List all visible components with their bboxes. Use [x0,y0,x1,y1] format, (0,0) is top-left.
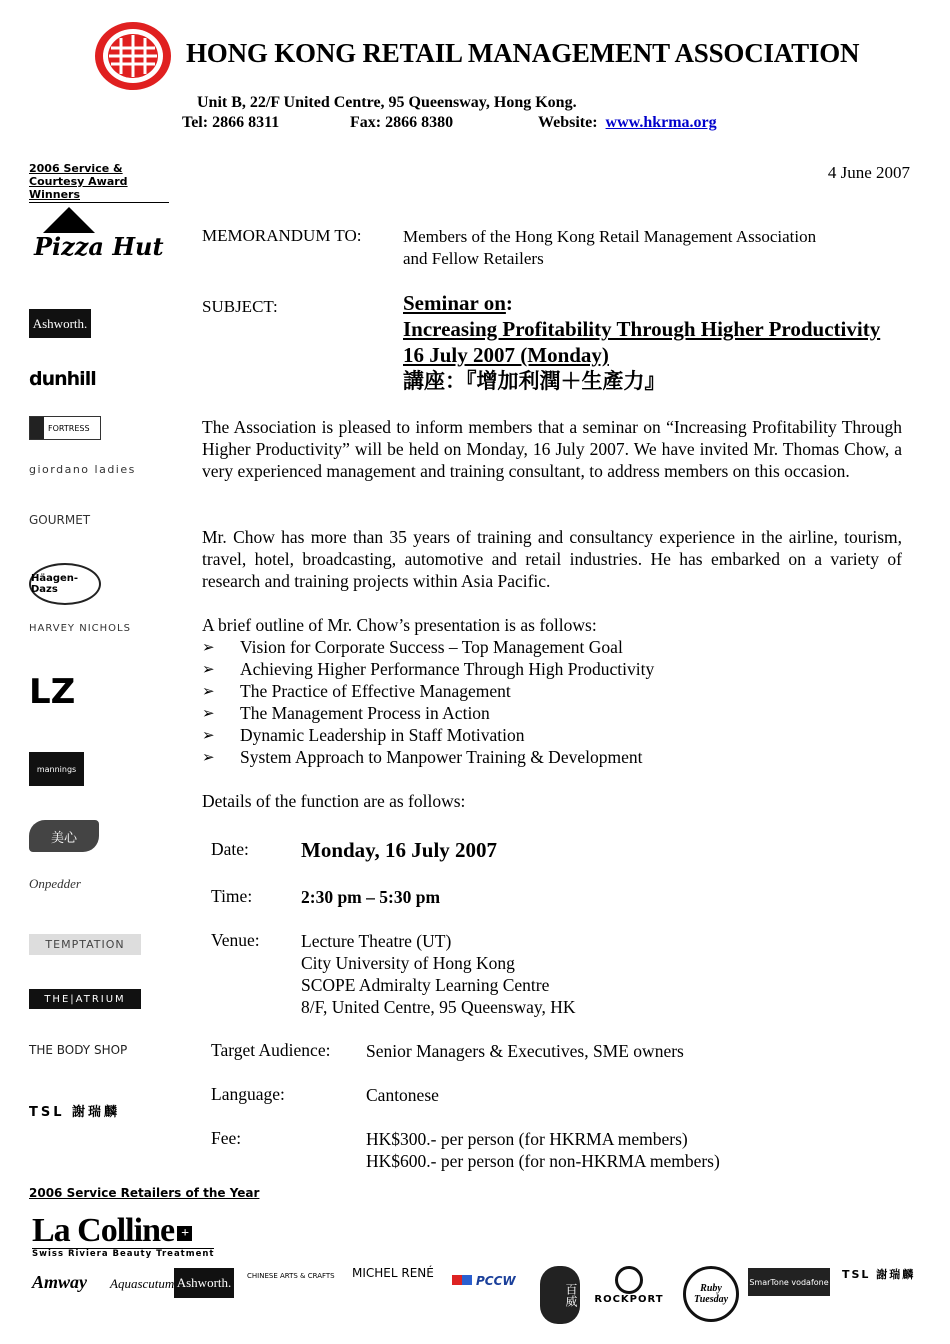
fee-line: HK$600.- per person (for non-HKRMA members) [366,1151,720,1171]
website-link[interactable]: www.hkrma.org [605,114,717,131]
sidebar-title: 2006 Service & Courtesy Award Winners [29,162,169,203]
aquascutum-logo: Aquascutum [110,1276,175,1291]
the-atrium-text: THE|ATRIUM [44,993,126,1005]
haagen-dazs-logo [29,563,101,605]
onpedder-logo: Onpedder [29,876,81,891]
outline-item-text: Dynamic Leadership in Staff Motivation [240,725,525,745]
arrow-bullet-icon: ➢ [202,682,215,700]
mannings-text: mannings [36,764,77,774]
memo-to-recipients [403,226,816,270]
outline-item [202,658,654,680]
pccw-square-icon [462,1275,472,1285]
venue-line: SCOPE Admiralty Learning Centre [301,975,550,995]
subject [403,290,880,394]
hkrma-logo [93,20,173,92]
ashworth-footer-logo: Ashworth. [174,1268,234,1298]
ruby-tuesday-text: Ruby Tuesday [693,1283,729,1305]
the-atrium-logo [29,989,141,1009]
maxims-logo [29,820,99,852]
outline-item-text: The Management Process in Action [240,703,490,723]
michel-rene-logo: MICHEL RENÉ [352,1266,434,1280]
pizza-hut-logo [29,205,164,287]
memo-date: 4 June 2007 [827,163,910,182]
fortress-mark-icon [30,417,44,439]
subject-chinese-title: 講座：『增加利潤＋生產力』 [403,369,666,393]
footer-title: 2006 Service Retailers of the Year [29,1186,260,1200]
outline-item [202,724,654,746]
memo-to-label: MEMORANDUM TO: [202,226,362,245]
time-label: Time: [211,886,253,906]
time-value: 2:30 pm – 5:30 pm [301,887,441,907]
subject-label: SUBJECT: [202,297,278,316]
ashworth-logo: Ashworth. [29,309,91,338]
venue-line: 8/F, United Centre, 95 Queensway, HK [301,997,576,1017]
arrow-bullet-icon: ➢ [202,726,215,744]
venue-line: Lecture Theatre (UT) [301,931,452,951]
fee-value [366,1128,720,1172]
amway-logo: Amway [32,1272,88,1292]
subject-line-1 [403,290,880,316]
outline-intro: A brief outline of Mr. Chow’s presentation is as follows: [202,615,597,635]
venue-value [301,930,576,1018]
arrow-bullet-icon: ➢ [202,748,215,766]
outline-item-text: System Approach to Manpower Training & Development [240,747,643,767]
chinese-arts-crafts-logo: CHINESE ARTS & CRAFTS [247,1272,335,1280]
maxims-text: 美心 [50,829,77,845]
outline-item [202,680,654,702]
subject-date: 16 July 2007 (Monday) [403,343,609,367]
memo-to-line-2: and Fellow Retailers [403,249,544,268]
subject-colon: : [505,291,513,315]
outline-item-text: The Practice of Effective Management [240,681,511,701]
telephone: Tel: 2866 8311 [182,114,280,131]
website [538,114,717,132]
haagen-dazs-text: Häagen-Dazs [31,573,79,595]
date-value: Monday, 16 July 2007 [301,838,498,862]
smartone-vodafone-logo: SmarTone vodafone [748,1268,830,1296]
giordano-ladies-logo: giordano ladies [29,463,136,476]
la-colline-text [32,1214,214,1248]
details-intro: Details of the function are as follows: [202,791,466,811]
language-label: Language: [211,1084,285,1104]
tsl-footer-logo: TSL 謝瑞麟 [842,1268,916,1281]
arrow-bullet-icon: ➢ [202,660,215,678]
lz-logo: LZ [29,672,76,712]
plus-icon: + [177,1226,192,1241]
audience-label: Target Audience: [211,1040,331,1060]
outline-item [202,702,654,724]
venue-label: Venue: [211,930,260,950]
outline-item-text: Achieving Higher Performance Through High Productivity [240,659,655,679]
outline-item [202,636,654,658]
tsl-logo: TSL 謝瑞麟 [29,1105,121,1120]
outline-item-text: Vision for Corporate Success – Top Management Goal [240,637,623,657]
pccw-square-icon [452,1275,462,1285]
rockport-logo [593,1266,665,1305]
rockport-text: ROCKPORT [594,1294,664,1305]
organization-name: HONG KONG RETAIL MANAGEMENT ASSOCIATION [186,38,860,68]
gourmet-logo: GOURMET [29,513,91,527]
fax: Fax: 2866 8380 [350,114,454,131]
arrow-bullet-icon: ➢ [202,704,215,722]
pizza-hut-text: Pizza Hut [34,232,164,261]
mannings-logo [29,752,84,786]
harvey-nichols-logo: HARVEY NICHOLS [29,623,131,634]
outline-item [202,746,654,768]
la-colline-subtitle: Swiss Riviera Beauty Treatment [32,1249,215,1259]
venue-line: City University of Hong Kong [301,953,515,973]
intro-paragraph: The Association is pleased to inform members that a seminar on “Increasing Profitability Through Higher Productivity” will be held on Monday, 16 July 2007. We have invited Mr. Thomas Chow, a very experienced management and training consultant, to address members on this occasion. [202,417,902,481]
fortress-logo [29,416,101,440]
memo-to-line-1: Members of the Hong Kong Retail Management Association [403,227,817,246]
temptation-text: TEMPTATION [45,938,125,951]
fee-line: HK$300.- per person (for HKRMA members) [366,1129,688,1149]
presentation-outline [202,636,654,768]
pccw-text: PCCW [476,1274,516,1288]
audience-value: Senior Managers & Executives, SME owners [366,1041,684,1061]
the-body-shop-logo: THE BODY SHOP [29,1043,128,1057]
la-colline-name: La Colline [32,1212,175,1249]
temptation-logo [29,934,141,955]
subject-seminar-on: Seminar on [403,291,506,315]
dunhill-logo: dunhill [29,368,96,390]
speaker-paragraph: Mr. Chow has more than 35 years of training and consultancy experience in the airline, tourism, travel, hotel, broadcasting, automotive and retail industries. He has embarked on a variety of research and training projects within Asia Pacific. [202,527,902,591]
pccw-logo [452,1272,516,1290]
fortress-text: FORTRESS [48,423,90,433]
rockport-mark-icon [615,1266,643,1294]
subject-title: Increasing Profitability Through Higher Productivity [403,317,881,341]
ruby-tuesday-logo [683,1266,739,1322]
fee-label: Fee: [211,1128,242,1148]
la-colline-logo [32,1214,214,1259]
arrow-bullet-icon: ➢ [202,638,215,656]
pak-shing-logo: 百威 [540,1266,580,1324]
language-value: Cantonese [366,1085,439,1105]
website-label: Website: [538,114,598,131]
organization-address: Unit B, 22/F United Centre, 95 Queensway, Hong Kong. [197,94,577,111]
date-label: Date: [211,839,249,859]
